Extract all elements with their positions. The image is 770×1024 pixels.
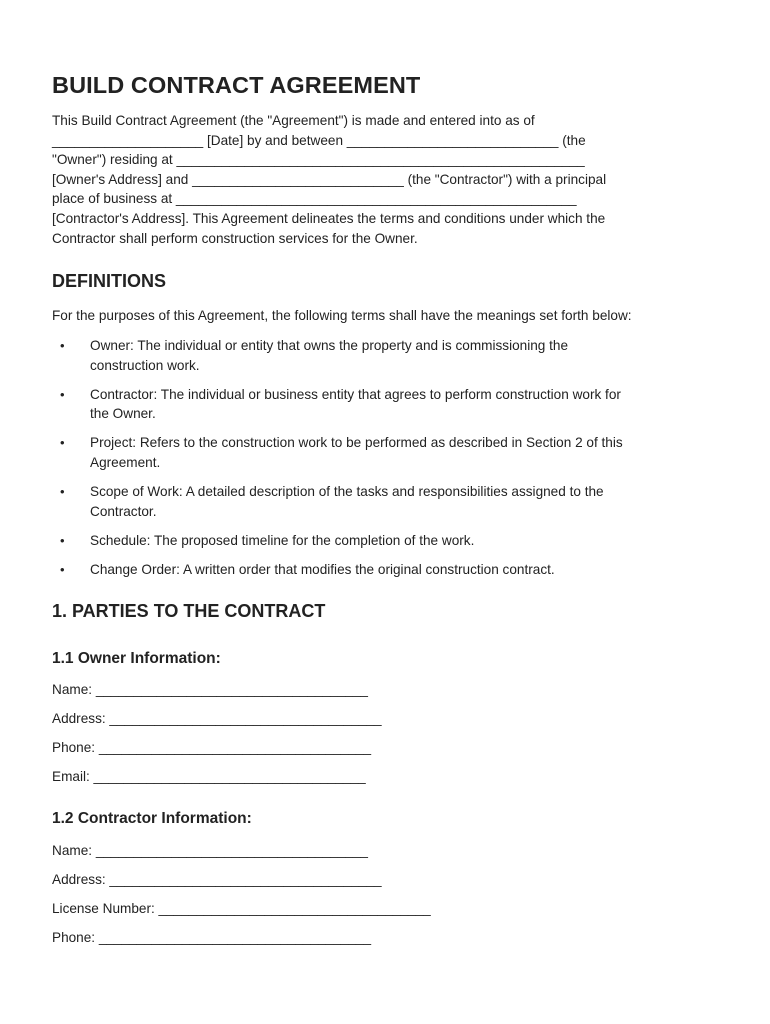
bullet-icon: • xyxy=(60,561,65,577)
definitions-heading: DEFINITIONS xyxy=(52,271,167,291)
definition-line: Scope of Work: A detailed description of the tasks and responsibilities assigned to the xyxy=(90,484,604,500)
contractor-phone-field: Phone: ____________________________________ xyxy=(52,930,372,945)
intro-line: Contractor shall perform construction services for the Owner. xyxy=(52,230,418,246)
owner-name-field: Name: ____________________________________ xyxy=(52,682,368,697)
intro-line: "Owner") residing at ______________________________________________________ xyxy=(52,152,585,168)
list-item xyxy=(52,560,712,580)
definition-line: Contractor. xyxy=(90,503,157,519)
contractor-address-field: Address: ____________________________________ xyxy=(52,872,382,887)
list-item xyxy=(52,336,712,375)
owner-info-heading: 1.1 Owner Information: xyxy=(52,650,221,667)
contractor-name-field: Name: ____________________________________ xyxy=(52,843,368,858)
definition-line: Agreement. xyxy=(90,454,161,470)
intro-line: place of business at _____________________________________________________ xyxy=(52,191,577,207)
list-item xyxy=(52,385,712,424)
list-item xyxy=(52,531,712,551)
definition-line: construction work. xyxy=(90,357,200,373)
bullet-icon: • xyxy=(60,484,65,500)
intro-paragraph xyxy=(52,111,712,248)
definition-line: Project: Refers to the construction work to be performed as described in Section 2 of this xyxy=(90,435,623,451)
definition-line: Schedule: The proposed timeline for the completion of the work. xyxy=(90,532,475,548)
owner-address-field: Address: ____________________________________ xyxy=(52,711,382,726)
parties-heading: 1. PARTIES TO THE CONTRACT xyxy=(52,601,326,621)
intro-line: [Owner's Address] and ____________________________ (the "Contractor") with a principal xyxy=(52,171,607,187)
definition-line: Change Order: A written order that modifies the original construction contract. xyxy=(90,561,555,577)
definition-line: the Owner. xyxy=(90,406,156,422)
definition-line: Contractor: The individual or business entity that agrees to perform construction work for xyxy=(90,386,621,402)
definition-line: Owner: The individual or entity that owns the property and is commissioning the xyxy=(90,338,569,353)
intro-line: This Build Contract Agreement (the "Agreement") is made and entered into as of xyxy=(52,113,535,128)
intro-line: [Contractor's Address]. This Agreement delineates the terms and conditions under which the xyxy=(52,210,606,226)
intro-line: ____________________ [Date] by and between ____________________________ (the xyxy=(52,132,586,148)
bullet-icon: • xyxy=(60,338,65,353)
contractor-info-heading: 1.2 Contractor Information: xyxy=(52,810,252,827)
bullet-icon: • xyxy=(60,386,65,402)
list-item xyxy=(52,433,712,472)
owner-email-field: Email: ____________________________________ xyxy=(52,769,366,784)
definitions-lead: For the purposes of this Agreement, the following terms shall have the meanings set forth below: xyxy=(52,308,632,323)
definitions-list xyxy=(52,333,712,579)
document-title: BUILD CONTRACT AGREEMENT xyxy=(52,72,421,98)
bullet-icon: • xyxy=(60,435,65,451)
owner-phone-field: Phone: ____________________________________ xyxy=(52,740,372,755)
list-item xyxy=(52,482,712,521)
contractor-license-field: License Number: ____________________________________ xyxy=(52,901,431,916)
bullet-icon: • xyxy=(60,532,65,548)
